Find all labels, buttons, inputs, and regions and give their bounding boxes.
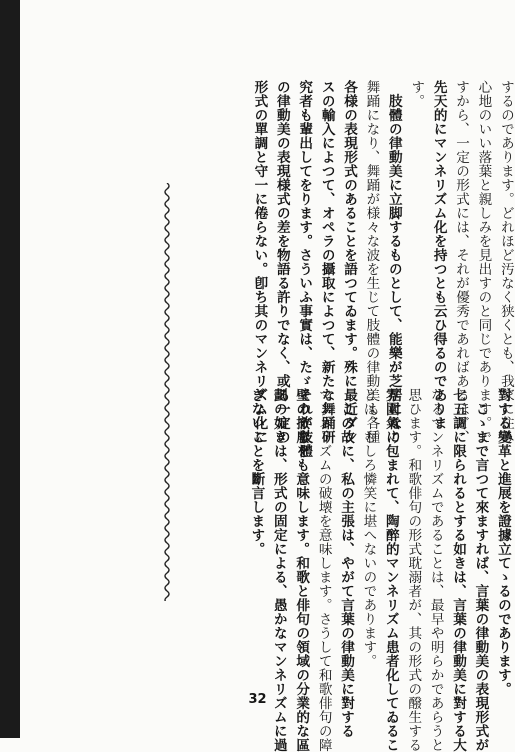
text-line: とは、むしろ憐笑に堪へないのであります。 <box>360 388 377 668</box>
text-line: 形式の單調と守一に倦らない。卽ち其のマンネリズム化に <box>251 80 268 444</box>
text-line: 究者も輩出してをります。さういふ事實は、たゞそれが肢體 <box>296 80 313 458</box>
text-line: 劃の如きは、形式の固定による、愚かなマンネリズムに過 <box>270 388 287 752</box>
text-line: 舞踊になり、舞踊が様々な波を生じて肢體の律動美も各種 <box>363 80 380 444</box>
text-line: すから、一定の形式には、それが優秀であればあるほど、 <box>453 80 470 444</box>
text-line: マンネリズムの破壊を意味します。さうして和歌俳句の障 <box>315 388 332 752</box>
text-line: 肢體の律動美に立脚するものとして、能樂が芝居になり <box>385 93 402 444</box>
page-number: 32 <box>248 692 267 707</box>
text-line: なるマンネリズムであることは、最早や明らかであらうと <box>427 388 444 752</box>
page-edge-shadow <box>0 0 26 738</box>
text-line: 七五調に限られるとする如きは、言葉の律動美に對する大 <box>450 388 467 752</box>
text-line: 思ひます。和歌俳句の形式耽溺者が、其の形式の醱生する <box>405 388 422 752</box>
text-line: 各様の表現形式のあることを語つてゐます。殊に最近ダン <box>341 80 358 444</box>
wavy-divider <box>163 183 171 601</box>
text-line: 壁の撤廢をも意味します。和歌と俳句の領域の分業的な區 <box>293 388 310 752</box>
text-line: 心地のいい落葉と親しみを見出すのと同じであります。で <box>475 80 492 444</box>
text-line: 對する變革と進展を證據立てゝるのであります。 <box>494 388 511 696</box>
text-line: スの輸入によつて、オペラの攝取によつて、新たな舞踊研 <box>318 80 335 444</box>
text-line: この故に、私の主張は、やがて言葉の律動美に對する <box>338 401 355 738</box>
text-line: す。 <box>408 80 425 108</box>
text-line: 雰圍氣に包まれて、陶醉的マンネリズム患者化してゐるこ <box>382 388 399 752</box>
text-line: の律動美の表現様式の差を物語る許りでなく、或る一定の <box>273 80 290 444</box>
upper-text-column <box>248 80 515 458</box>
text-line: こゝまで言つて來ますれば、言葉の律動美の表現形式が <box>472 401 489 752</box>
text-line: するのであります。どれほど汚なく狭くとも、我家に住み <box>497 80 514 444</box>
text-line: ぎないことを斷言します。 <box>248 388 265 556</box>
text-line: 先天的にマンネリズム化を持つとも云ひ得るのでありま <box>430 80 447 430</box>
